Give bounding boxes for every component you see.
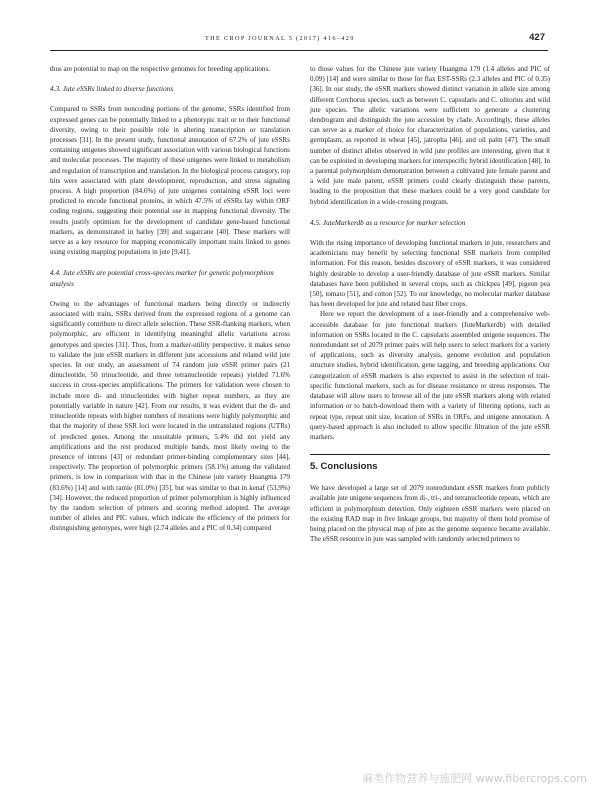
heading-4-4: 4.4. Jute eSSRs are potential cross-species marker for genetic polymorphism analysis [50,268,274,288]
heading-4-5: 4.5. JuteMarkerdb as a resource for marker selection [310,217,466,227]
running-header [0,33,595,47]
running-title: THE CROP JOURNAL 5 (2017) 416–429 [205,35,355,42]
header-rule [50,50,548,51]
paragraph-4-4: Owing to the advantages of functional markers being directly or indirectly associated with traits, SSRs derived from the expressed regions of a genome can significantly contribute to direct allele selection. These SSR-flanking markers, when polymorphic, are efficient in identifying meaningful allelic variations across genotypes and species [31]. Thus, from a marker-utility perspective, it makes sense to validate the jute eSSR markers in different jute accessions and related wild jute species. In our study, an assessment of 74 random jute eSSR primer pairs (21 dinucleotide, 50 trinucleotide, and three tetranucleotide repeats) yielded 71.6% success in cross-species amplifications. The primers for validation were chosen to include more di- and trinucleotides with higher repeat numbers, as they are potentially variable in nature [42]. From our results, it was evident that the di- and trinucleotide repeats with higher numbers of iterations were highly polymorphic and that the majority of these SSR loci were located in the untranslated regions (UTRs) of predicted genes. Among the unsuitable primers, 5.4% did not yield any amplifications and the rest produced multiple bands, most likely owing to the presence of introns [43] or redundant primer-binding complementary sites [44], respectively. The proportion of polymorphic primers (58.1%) among the validated primers, is low in comparison with that in the Chinese jute variety Huangma 179 (83.6%) [14] and with ramie (81.0%) [35], but was similar to that in kenaf (53.9%) [34]. However, the reduced proportion of primer polymorphism is highly influenced by the random selection of primers and scoring method adopted. The average number of alleles and PIC values, which indicate the efficiency of the primers for distinguishing genotypes, were high (2.74 alleles and a PIC of 0.34) compared [50,299,290,533]
heading-4-3: 4.3. Jute eSSRs linked to diverse functions [50,84,174,94]
left-column [50,64,290,534]
paragraph-4-5b: Here we report the development of a user-friendly and a comprehensive web-accessible database for jute functional markers (JuteMarkerdb) with detailed information on SSRs located in the C. capsularis assembled unigene sequences. The nonredundant set of 2079 primer pairs will help users to select markers for a variety of applications, such as diversity analysis, genome evolution and population structure studies, hybrid identification, gene tagging, and breeding applications. Our categorization of eSSR markers is also expected to assist in the selection of trait-specific functional markers, such as for disease resistance or stress responses. The database will allow users to browse all of the jute eSSR markers along with related information or to batch-download them with a variety of filtering options, such as repeat type, repeat unit size, location of SSRs in ORFs, and unigene annotation. A query-based approach is also included to allow specific filtration of the jute eSSR markers. [310,310,550,441]
watermark: 麻类作物营养与施肥网 www.fibercrops.com [362,772,587,785]
page-number: 427 [529,32,545,43]
paragraph-4-5a: With the rising importance of developing functional markers in jute, researchers and academicians may benefit by selecting functional SSR markers from compiled information. For this reason, besides discovery of eSSR markers, it was considered highly desirable to develop a user-friendly database of jute eSSR markers. Similar databases have been published in several crops, such as chickpea [49], pigeon pea [50], tomato [51], and cotton [52]. To our knowledge, no molecular marker database has been developed for jute and related bast fiber crops. [310,239,550,309]
paragraph-continued: to those values for the Chinese jute variety Huangma 179 (1.4 alleles and PIC of 0.09) [14] and were similar to those for flax EST-SSRs (2.3 alleles and PIC of 0.35) [36]. In our study, the eSSR markers showed distinct variation in allele size among different Corchorus species, such as between C. capsularis and C. olitorius and wild jute species. The allelic variations were sufficient to generate a clustering dendrogram and distinguish the jute accession by clade. Accordingly, these alleles can serve as a marker of choice for characterization of populations, varieties, and germplasm, as reported in wheat [45], jatropha [46], and oil palm [47]. The small number of distinct alleles observed in wild jute profiles are interesting, given that it can be exploited in developing markers for interspecific hybrid identification [48]. In a parental polymorphism demonstration between a cultivated jute female parent and a wild jute male parent, eSSR primers could clearly distinguish these parents, leading to the proposition that these markers could be a very good candidate for hybrid identification in a wide-crossing program. [310,65,550,206]
paragraph-4-3: Compared to SSRs from noncoding portions of the genome, SSRs identified from expressed genes can be potentially linked to a phenotypic trait or to their functional diversity, owing to their possible role in altering transcription or translation processes [31]. In the present study, functional annotation of 67.2% of jute eSSRs containing unigenes showed significant association with various biological functions and molecular processes. The majority of these unigenes were linked to metabolism and regulation of transcription and translation. In the biological process category, top hits were associated with plant development, reproduction, and stress signaling process. A high proportion (84.6%) of jute unigenes containing eSSR loci were predicted to encode functional proteins, in which 47.5% of eSSRs lay within ORF coding regions, suggesting their potential use in mapping functional diversity. The results justify optimism for the development of candidate gene-based functional markers, as demonstrated in barley [39] and sugarcane [40]. These markers will serve as a key resource for mapping economically important traits linked to genes using existing mapping populations in jute [9,41]. [50,105,290,257]
heading-conclusions: 5. Conclusions [310,461,378,473]
paragraph-intro: thus are potential to map on the respective genomes for breeding applications. [50,65,270,73]
paragraph-conclusions: We have developed a large set of 2079 nonredundant eSSR markers from publicly available jute unigene sequences from di-, tri-, and tetranucleotide repeats, which are efficient in polymorphism detection. Only eighteen eSSR markers were placed on the existing RAD map in five linkage groups, but majority of them hold promise of being placed on the physical map of jute as the genome sequence became available. The eSSR resource in jute was sampled with randomly selected primers to [310,484,550,544]
right-column [310,64,550,544]
section-rule [310,454,550,455]
